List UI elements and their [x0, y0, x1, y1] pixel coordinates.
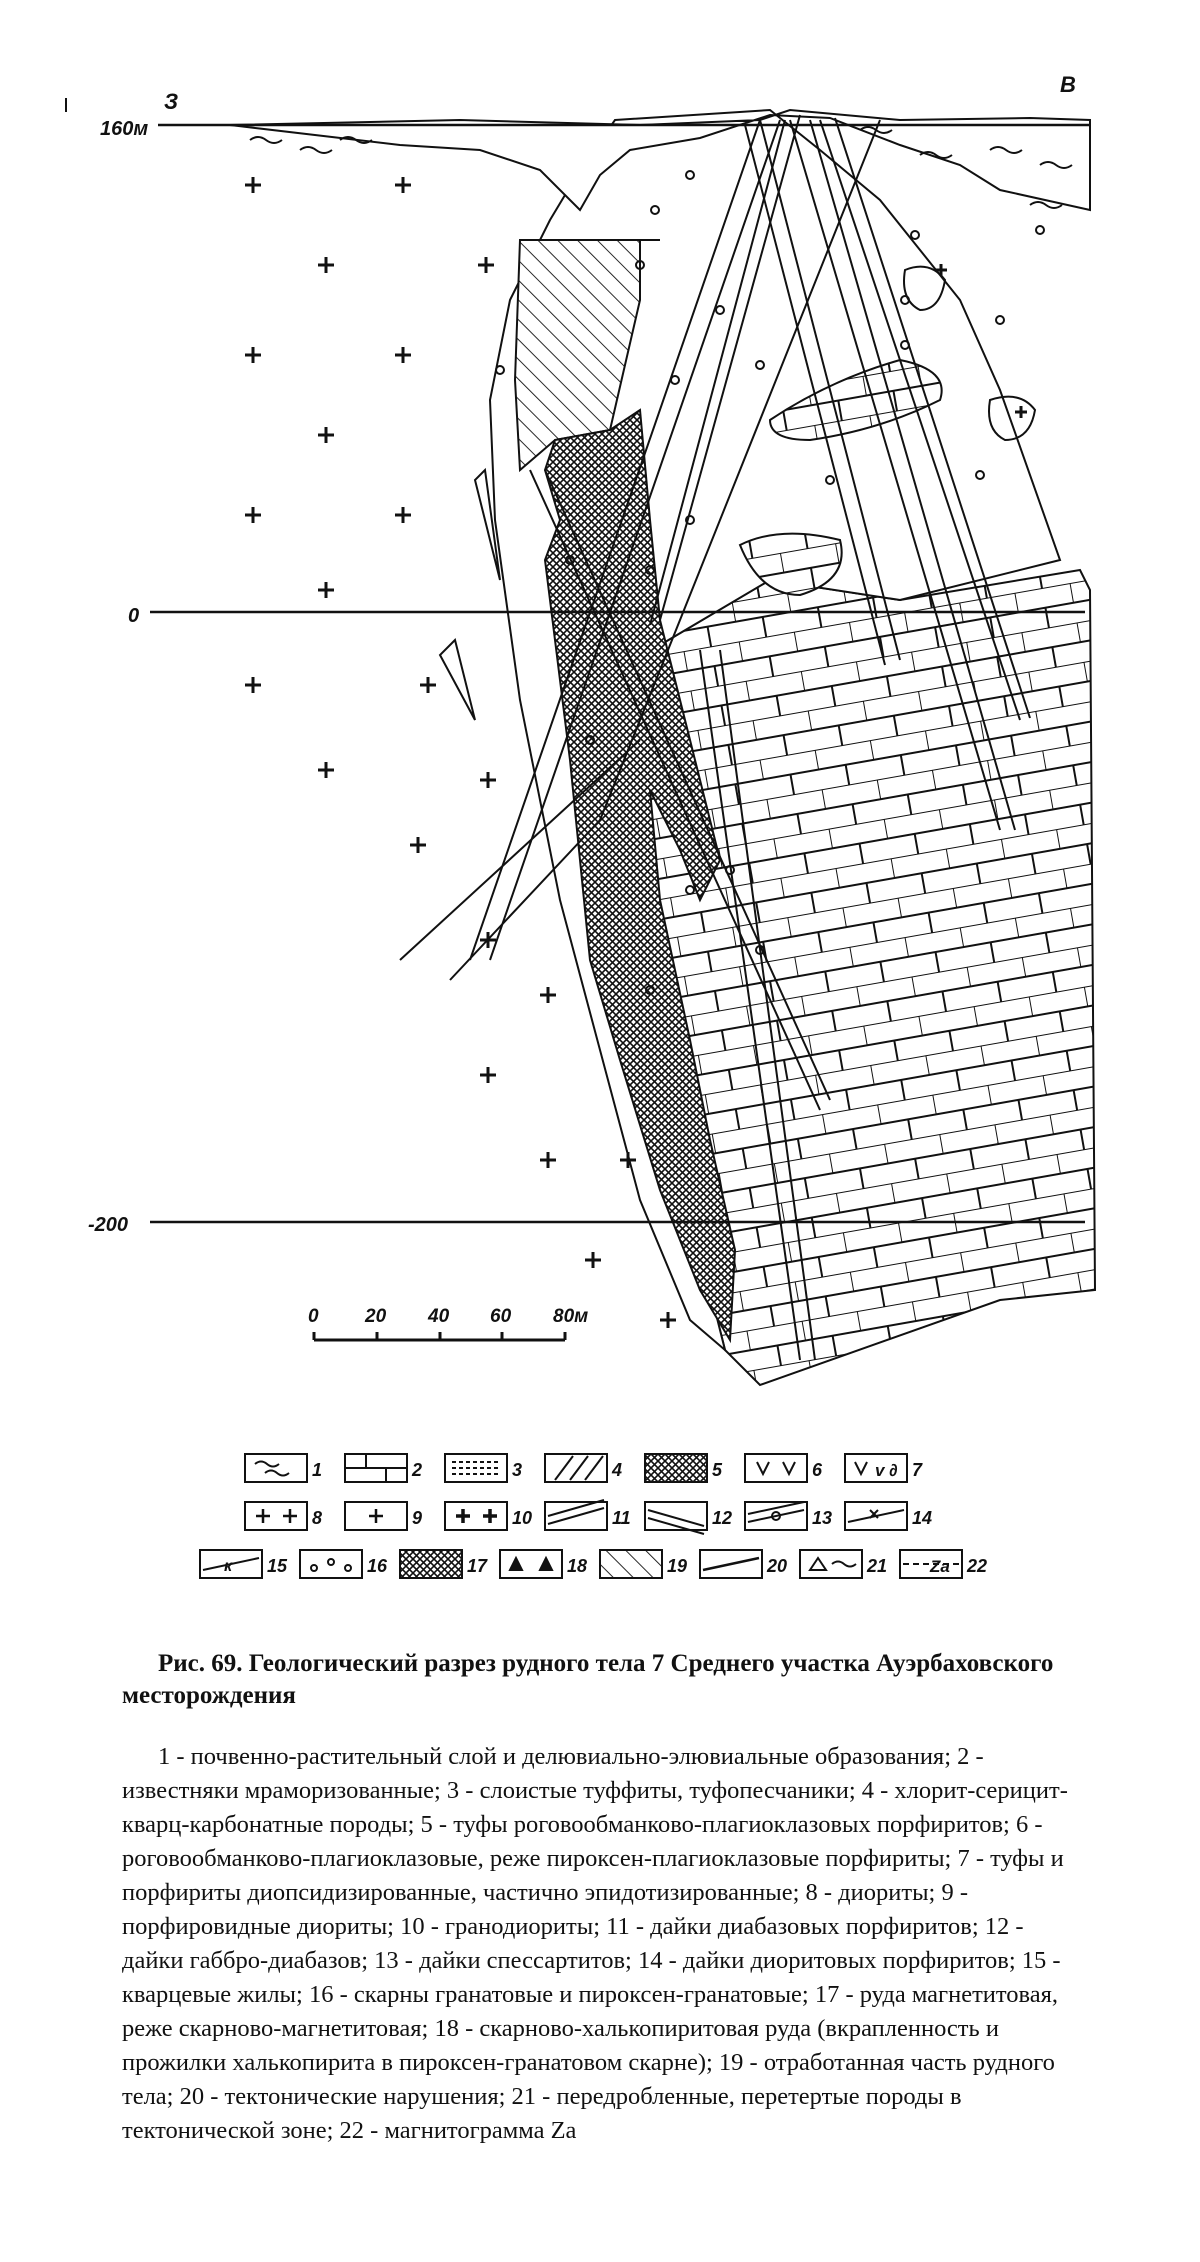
legend-number: 20: [767, 1556, 788, 1576]
legend-number: 1: [312, 1460, 323, 1480]
legend-number: 7: [912, 1460, 923, 1480]
elevation-label-minus200: -200: [88, 1214, 129, 1236]
legend-number: 13: [812, 1508, 833, 1528]
scale-tick: 80м: [553, 1306, 589, 1327]
legend-number: 2: [412, 1460, 423, 1480]
legend-number: 16: [367, 1556, 388, 1576]
legend-number: 17: [467, 1556, 488, 1576]
scale-tick: 20: [365, 1306, 387, 1327]
elevation-label-0: 0: [128, 605, 140, 627]
legend-number: 19: [667, 1556, 688, 1576]
legend-number: 15: [267, 1556, 288, 1576]
scale-bar: [308, 1306, 588, 1340]
direction-east-label: В: [1060, 72, 1076, 97]
legend-number: 5: [712, 1460, 723, 1480]
legend-number: 18: [567, 1556, 588, 1576]
legend-number: 3: [512, 1460, 523, 1480]
legend-symbol-text: v ∂: [875, 1461, 898, 1480]
scale-tick: 0: [308, 1306, 319, 1327]
legend: [0, 1440, 1200, 1620]
legend-number: 14: [912, 1508, 933, 1528]
caption-body: 1 - почвенно-растительный слой и делювиально-элювиальные образования; 2 - известняки мраморизованные; 3 - слоистые туффиты, туфопесчаники; 4 - хлорит-серицит- кварц-карбонатные породы; 5 - туфы роговообманково-плагиоклазовых порфиритов; 6 - роговообманково-плагиоклазовые, реже пироксен-плагиоклазовые порфириты; 7 - туфы и порфириты диопсидизированные, частично эпидотизированные; 8 - диориты; 9 - порфировидные диориты; 10 - гранодиориты; 11 - дайки диабазовых порфиритов; 12 - дайки габбро-диабазов; 13 - дайки спессартитов; 14 - дайки диоритовых порфиритов; 15 - кварцевые жилы; 16 - скарны гранатовые и пироксен-гранатовые; 17 - руда магнетитовая, реже скарново-магнетитовая; 18 - скарново-халькопиритовая руда (вкрапленность и прожилки халькопирита в пироксен-гранатовом скарне); 19 - отработанная часть рудного тела; 20 - тектонические нарушения; 21 - передробленные, перетертые породы в тектонической зоне; 22 - магнитограмма Za: [122, 1743, 1068, 2144]
direction-west-label: З: [164, 89, 179, 114]
caption-title: Рис. 69. Геологический разрез рудного тела 7 Среднего участка Ауэрбаховского месторождения: [122, 1650, 1054, 1709]
legend-number: 8: [312, 1508, 323, 1528]
legend-number: 9: [412, 1508, 423, 1528]
figure-caption: [122, 1648, 1082, 2148]
legend-symbol-text: Za: [930, 1557, 950, 1576]
scale-tick: 60: [490, 1306, 512, 1327]
legend-number: 11: [612, 1508, 631, 1528]
legend-number: 12: [712, 1508, 733, 1528]
legend-number: 10: [512, 1508, 533, 1528]
legend-number: 4: [612, 1460, 623, 1480]
legend-number: 22: [967, 1556, 988, 1576]
scale-tick: 40: [428, 1306, 450, 1327]
elevation-label-160: 160м: [100, 118, 149, 140]
legend-number: 21: [867, 1556, 888, 1576]
legend-number: 6: [812, 1460, 823, 1480]
legend-symbol-text: к: [224, 1558, 233, 1575]
